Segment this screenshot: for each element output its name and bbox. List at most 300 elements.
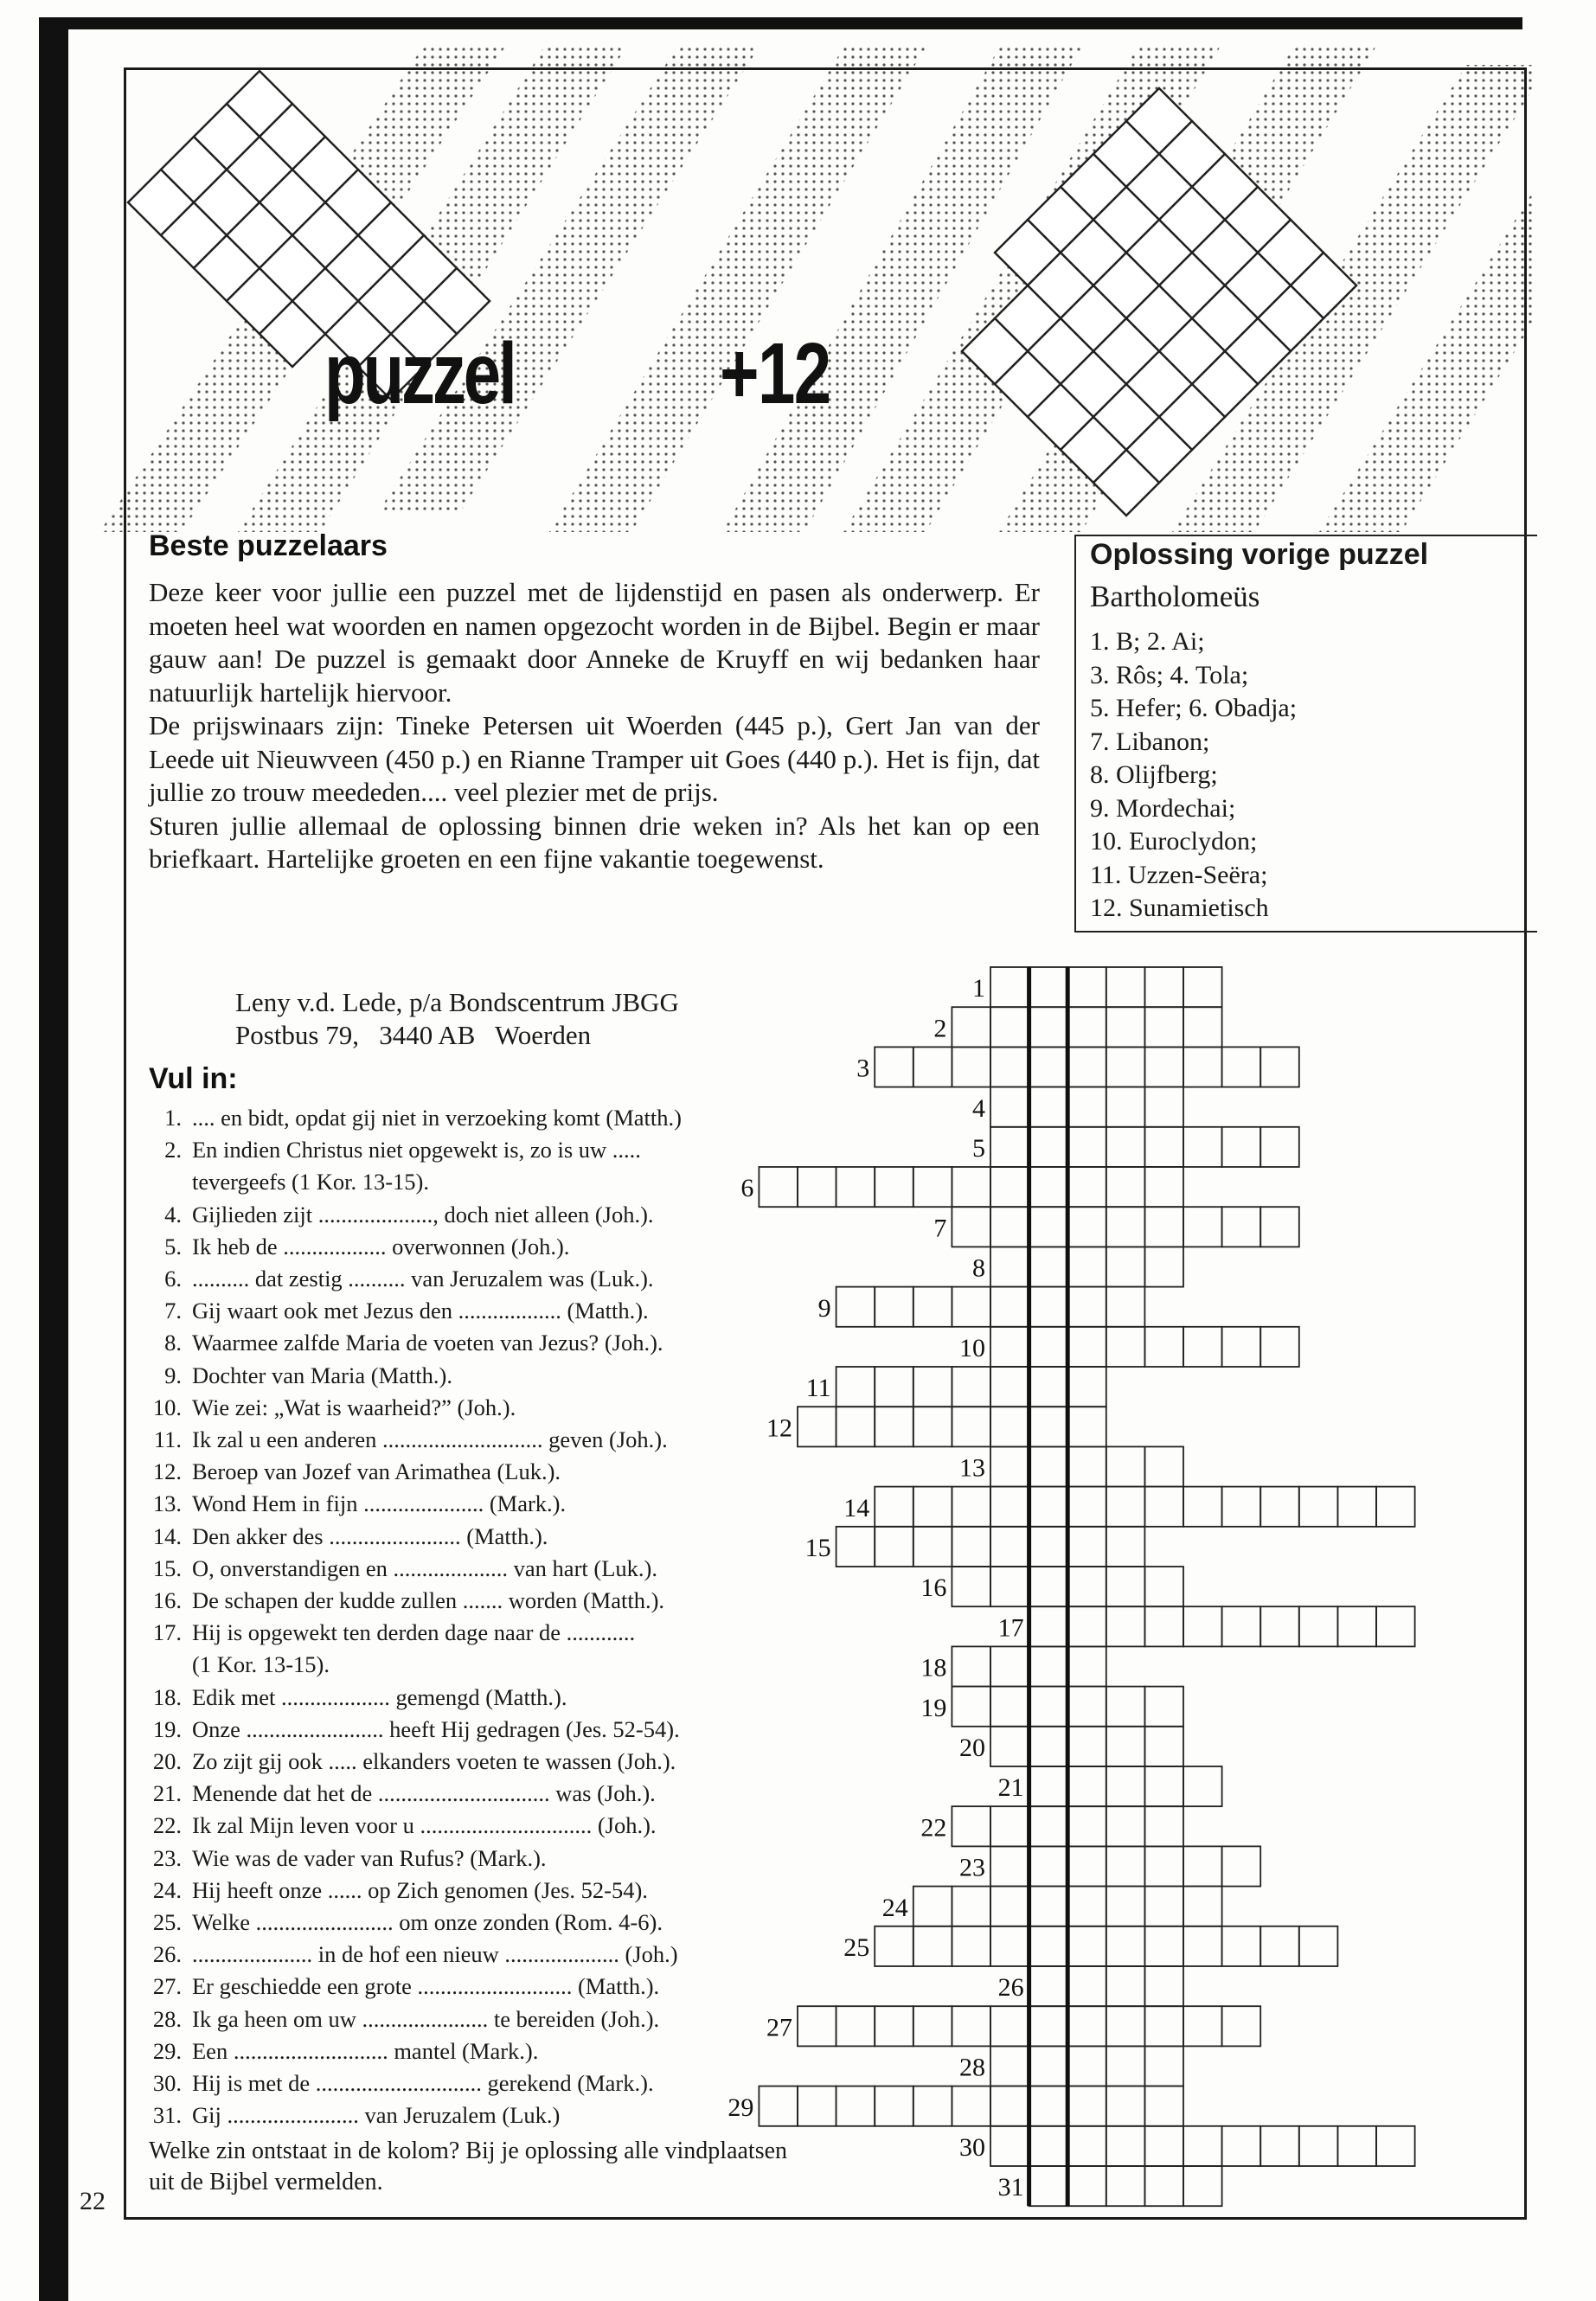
grid-cell[interactable]: [1106, 2166, 1145, 2206]
grid-cell[interactable]: [1183, 1887, 1222, 1926]
address-line-2: Postbus 79, 3440 AB Woerden: [235, 1020, 592, 1050]
grid-cell[interactable]: [952, 1367, 990, 1407]
solution-line: 9. Mordechai;: [1090, 793, 1236, 823]
grid-cell[interactable]: [1260, 2126, 1299, 2166]
grid-cell[interactable]: [1029, 1247, 1068, 1286]
grid-cell[interactable]: [1106, 1567, 1145, 1606]
grid-cell[interactable]: [990, 967, 1029, 1007]
grid-row-number: 11: [805, 1374, 831, 1403]
grid-cell[interactable]: [1144, 1047, 1183, 1086]
grid-cell[interactable]: [1029, 1007, 1068, 1047]
grid-cell[interactable]: [798, 2086, 836, 2126]
grid-cell[interactable]: [1144, 1087, 1183, 1127]
grid-cell[interactable]: [1029, 1367, 1068, 1407]
grid-cell[interactable]: [1029, 2006, 1068, 2046]
grid-cell[interactable]: [1144, 1846, 1183, 1886]
solution-line: 11. Uzzen-Seëra;: [1090, 860, 1268, 889]
grid-cell[interactable]: [1260, 1926, 1299, 1966]
grid-cell[interactable]: [1067, 1207, 1106, 1247]
grid-row: [806, 1367, 1106, 1407]
grid-cell[interactable]: [1106, 1047, 1145, 1086]
grid-cell[interactable]: [1222, 1846, 1261, 1886]
grid-cell[interactable]: [836, 1167, 875, 1207]
clue-text: Wie was de vader van Rufus? (Mark.).: [192, 1844, 547, 1871]
grid-cell[interactable]: [1067, 1327, 1106, 1367]
clue-number: 1.: [164, 1105, 182, 1131]
previous-solution-word: Bartholomeüs: [1090, 580, 1260, 613]
grid-row-number: 16: [920, 1574, 947, 1603]
grid-row: [766, 1407, 1106, 1446]
grid-cell[interactable]: [1106, 2086, 1145, 2126]
grid-cell[interactable]: [1144, 1806, 1183, 1846]
grid-cell[interactable]: [1144, 1247, 1183, 1286]
grid-cell[interactable]: [1067, 2126, 1106, 2166]
grid-cell[interactable]: [1029, 1846, 1068, 1886]
grid-cell[interactable]: [1029, 1646, 1068, 1686]
clue-number: 20.: [152, 1748, 182, 1775]
grid-row-number: 6: [740, 1174, 754, 1203]
grid-cell[interactable]: [1144, 1127, 1183, 1167]
grid-cell[interactable]: [759, 2086, 798, 2126]
grid-cell[interactable]: [875, 1367, 913, 1407]
grid-row: [843, 1926, 1337, 1966]
grid-cell[interactable]: [1106, 1727, 1145, 1766]
grid-cell[interactable]: [952, 1207, 990, 1247]
grid-cell[interactable]: [1029, 1887, 1068, 1926]
grid-cell[interactable]: [952, 1407, 990, 1446]
intro-paragraph: Sturen jullie allemaal de oplossing binnen drie weken in? Als het kan op een briefkaart. Hartelijke groeten en een fijne vakantie toegewenst.: [149, 810, 1040, 874]
grid-cell[interactable]: [1029, 1407, 1068, 1446]
grid-row-number: 21: [997, 1773, 1024, 1803]
grid-cell[interactable]: [836, 1367, 875, 1407]
grid-row: [920, 1687, 1183, 1727]
grid-cell[interactable]: [1067, 2006, 1106, 2046]
grid-cell[interactable]: [1299, 1926, 1338, 1966]
grid-cell[interactable]: [913, 1887, 952, 1926]
grid-cell[interactable]: [1067, 1167, 1106, 1207]
grid-cell[interactable]: [1067, 1446, 1106, 1486]
grid-row: [959, 1727, 1183, 1766]
grid-cell[interactable]: [990, 1167, 1029, 1207]
grid-cell[interactable]: [1222, 1926, 1261, 1966]
grid-cell[interactable]: [836, 1287, 875, 1327]
grid-cell[interactable]: [1183, 2006, 1222, 2046]
grid-cell[interactable]: [1183, 1487, 1222, 1527]
puzzle-title-number: +12: [720, 325, 830, 422]
grid-cell[interactable]: [1144, 1966, 1183, 2006]
address-line-1: Leny v.d. Lede, p/a Bondscentrum JBGG: [235, 987, 679, 1017]
grid-cell[interactable]: [1299, 1487, 1338, 1527]
grid-cell[interactable]: [1106, 2006, 1145, 2046]
grid-cell[interactable]: [875, 1527, 913, 1567]
grid-cell[interactable]: [875, 1407, 913, 1446]
grid-cell[interactable]: [990, 1806, 1029, 1846]
clue-number: 21.: [152, 1780, 182, 1807]
grid-cell[interactable]: [836, 1527, 875, 1567]
grid-cell[interactable]: [952, 1487, 990, 1527]
grid-cell[interactable]: [1029, 1727, 1068, 1766]
grid-cell[interactable]: [990, 1327, 1029, 1367]
grid-cell[interactable]: [1067, 1846, 1106, 1886]
grid-cell[interactable]: [798, 1167, 836, 1207]
grid-cell[interactable]: [1144, 1007, 1183, 1047]
grid-cell[interactable]: [1106, 1127, 1145, 1167]
grid-cell[interactable]: [1029, 2166, 1068, 2206]
grid-cell[interactable]: [1067, 1646, 1106, 1686]
grid-cell[interactable]: [990, 2046, 1029, 2086]
grid-row-number: 25: [843, 1933, 870, 1962]
grid-row-number: 27: [766, 2013, 792, 2042]
grid-cell[interactable]: [913, 1167, 952, 1207]
grid-cell[interactable]: [1183, 1327, 1222, 1367]
grid-cell[interactable]: [913, 2006, 952, 2046]
grid-cell[interactable]: [875, 1487, 913, 1527]
grid-cell[interactable]: [1376, 1487, 1415, 1527]
grid-cell[interactable]: [1222, 1207, 1261, 1247]
grid-cell[interactable]: [1222, 2126, 1261, 2166]
grid-cell[interactable]: [1260, 1047, 1299, 1086]
grid-cell[interactable]: [1067, 1567, 1106, 1606]
grid-cell[interactable]: [1106, 1926, 1145, 1966]
grid-row: [998, 2166, 1222, 2206]
grid-row-number: 19: [920, 1693, 947, 1722]
grid-cell[interactable]: [1106, 1207, 1145, 1247]
grid-cell[interactable]: [1029, 1806, 1068, 1846]
grid-cell[interactable]: [990, 1446, 1029, 1486]
grid-cell[interactable]: [875, 1926, 913, 1966]
grid-row-number: 23: [959, 1853, 985, 1882]
clue-text: Menende dat het de .............................. was (Joh.).: [192, 1780, 656, 1807]
grid-row-number: 30: [959, 2133, 985, 2162]
grid-row-number: 31: [997, 2173, 1024, 2202]
grid-cell[interactable]: [1222, 1327, 1261, 1367]
grid-cell[interactable]: [836, 2006, 875, 2046]
grid-cell[interactable]: [1106, 1806, 1145, 1846]
grid-cell[interactable]: [1106, 2126, 1145, 2166]
grid-cell[interactable]: [990, 1247, 1029, 1286]
grid-cell[interactable]: [1067, 1127, 1106, 1167]
grid-cell[interactable]: [798, 1407, 836, 1446]
grid-cell[interactable]: [1029, 1926, 1068, 1966]
grid-row-number: 12: [766, 1413, 792, 1443]
grid-cell[interactable]: [1260, 1207, 1299, 1247]
grid-cell[interactable]: [1183, 2126, 1222, 2166]
grid-cell[interactable]: [1144, 1567, 1183, 1606]
grid-cell[interactable]: [759, 1167, 798, 1207]
grid-cell[interactable]: [1106, 1887, 1145, 1926]
grid-cell[interactable]: [1260, 1487, 1299, 1527]
grid-cell[interactable]: [1029, 1966, 1068, 2006]
grid-cell[interactable]: [1029, 1487, 1068, 1527]
grid-cell[interactable]: [1144, 2046, 1183, 2086]
grid-cell[interactable]: [952, 1527, 990, 1567]
grid-cell[interactable]: [1337, 1606, 1376, 1646]
grid-cell[interactable]: [990, 1407, 1029, 1446]
clue-text: Welke ........................ om onze zonden (Rom. 4-6).: [192, 1909, 663, 1936]
grid-row-number: 8: [972, 1253, 985, 1283]
grid-cell[interactable]: [990, 1087, 1029, 1127]
grid-cell[interactable]: [1106, 1446, 1145, 1486]
grid-cell[interactable]: [1067, 1407, 1106, 1446]
grid-row-number: 9: [817, 1293, 831, 1323]
grid-cell[interactable]: [1144, 967, 1183, 1007]
grid-cell[interactable]: [1222, 1127, 1261, 1167]
grid-cell[interactable]: [1144, 1606, 1183, 1646]
grid-cell[interactable]: [1067, 1926, 1106, 1966]
grid-cell[interactable]: [1222, 1606, 1261, 1646]
grid-cell[interactable]: [1183, 1606, 1222, 1646]
grid-cell[interactable]: [1067, 1367, 1106, 1407]
grid-cell[interactable]: [1106, 1087, 1145, 1127]
grid-cell[interactable]: [952, 1007, 990, 1047]
clue-number: 2.: [164, 1137, 182, 1163]
clue-text: Ik ga heen om uw ...................... te bereiden (Joh.).: [192, 2005, 660, 2032]
grid-cell[interactable]: [1029, 1606, 1068, 1646]
grid-cell[interactable]: [1260, 1127, 1299, 1167]
grid-row-number: 29: [727, 2093, 754, 2122]
grid-cell[interactable]: [1106, 1247, 1145, 1286]
clue-number: 25.: [152, 1909, 182, 1936]
grid-cell[interactable]: [990, 1487, 1029, 1527]
grid-cell[interactable]: [1029, 1446, 1068, 1486]
grid-cell[interactable]: [836, 2086, 875, 2126]
grid-cell[interactable]: [952, 2006, 990, 2046]
grid-cell[interactable]: [913, 1926, 952, 1966]
grid-cell[interactable]: [1029, 1687, 1068, 1727]
grid-cell[interactable]: [913, 1367, 952, 1407]
grid-cell[interactable]: [1144, 2126, 1183, 2166]
grid-cell[interactable]: [1067, 1487, 1106, 1527]
grid-cell[interactable]: [990, 1567, 1029, 1606]
grid-cell[interactable]: [1067, 1766, 1106, 1806]
grid-cell[interactable]: [1029, 1567, 1068, 1606]
clue-number: 14.: [152, 1522, 182, 1549]
clue-text: Waarmee zalfde Maria de voeten van Jezus? (Joh.).: [192, 1330, 663, 1356]
grid-cell[interactable]: [952, 1887, 990, 1926]
grid-cell[interactable]: [1144, 1207, 1183, 1247]
grid-cell[interactable]: [952, 1047, 990, 1086]
grid-cell[interactable]: [1067, 1047, 1106, 1086]
grid-cell[interactable]: [1029, 1087, 1068, 1127]
grid-cell[interactable]: [952, 1567, 990, 1606]
grid-cell[interactable]: [1029, 1047, 1068, 1086]
grid-cell[interactable]: [1144, 1887, 1183, 1926]
grid-cell[interactable]: [952, 1806, 990, 1846]
grid-cell[interactable]: [1029, 1327, 1068, 1367]
clue-text: Ik zal u een anderen ............................ geven (Joh.).: [192, 1426, 668, 1453]
grid-cell[interactable]: [1299, 1606, 1338, 1646]
grid-cell[interactable]: [1144, 1727, 1183, 1766]
grid-cell[interactable]: [990, 1127, 1029, 1167]
clue-number: 5.: [164, 1233, 182, 1259]
grid-cell[interactable]: [1029, 1766, 1068, 1806]
grid-cell[interactable]: [836, 1407, 875, 1446]
grid-cell[interactable]: [1144, 2086, 1183, 2126]
grid-cell[interactable]: [952, 1646, 990, 1686]
clue-text: Edik met ................... gemengd (Matth.).: [192, 1683, 567, 1710]
grid-cell[interactable]: [798, 2006, 836, 2046]
grid-cell[interactable]: [875, 2006, 913, 2046]
grid-cell[interactable]: [1067, 967, 1106, 1007]
grid-cell[interactable]: [1376, 2126, 1415, 2166]
grid-cell[interactable]: [990, 1527, 1029, 1567]
grid-cell[interactable]: [1144, 1487, 1183, 1527]
grid-row: [972, 1247, 1183, 1286]
grid-cell[interactable]: [1029, 967, 1068, 1007]
grid-cell[interactable]: [1183, 1846, 1222, 1886]
grid-cell[interactable]: [1067, 1527, 1106, 1567]
grid-cell[interactable]: [1144, 1446, 1183, 1486]
grid-cell[interactable]: [1106, 1966, 1145, 2006]
grid-cell[interactable]: [1067, 2046, 1106, 2086]
grid-cell[interactable]: [1106, 1327, 1145, 1367]
grid-cell[interactable]: [1144, 2166, 1183, 2206]
grid-cell[interactable]: [1106, 1766, 1145, 1806]
grid-cell[interactable]: [1222, 1487, 1261, 1527]
grid-cell[interactable]: [990, 2126, 1029, 2166]
clue-number: 7.: [164, 1298, 182, 1324]
grid-cell[interactable]: [1029, 1127, 1068, 1167]
grid-cell[interactable]: [1067, 2166, 1106, 2206]
clue-text: De schapen der kudde zullen ....... worden (Matth.).: [192, 1587, 665, 1614]
grid-cell[interactable]: [1067, 1247, 1106, 1286]
grid-cell[interactable]: [990, 1007, 1029, 1047]
grid-cell[interactable]: [1183, 2166, 1222, 2206]
grid-cell[interactable]: [1144, 1687, 1183, 1727]
grid-cell[interactable]: [990, 1727, 1029, 1766]
grid-cell[interactable]: [1106, 1846, 1145, 1886]
grid-cell[interactable]: [1067, 1887, 1106, 1926]
grid-cell[interactable]: [913, 1287, 952, 1327]
grid-cell[interactable]: [1029, 2046, 1068, 2086]
grid-cell[interactable]: [1183, 1127, 1222, 1167]
grid-cell[interactable]: [1144, 1327, 1183, 1367]
grid-cell[interactable]: [990, 1646, 1029, 1686]
grid-cell[interactable]: [1106, 1527, 1145, 1567]
grid-cell[interactable]: [1260, 1327, 1299, 1367]
grid-cell[interactable]: [1183, 1766, 1222, 1806]
grid-cell[interactable]: [1222, 1047, 1261, 1086]
grid-cell[interactable]: [1029, 2086, 1068, 2126]
grid-row: [959, 1846, 1260, 1886]
grid-cell[interactable]: [1337, 2126, 1376, 2166]
grid-cell[interactable]: [913, 1527, 952, 1567]
grid-cell[interactable]: [990, 1287, 1029, 1327]
grid-cell[interactable]: [913, 2086, 952, 2126]
grid-cell[interactable]: [1222, 2006, 1261, 2046]
clue-text: Hij is opgewekt ten derden dage naar de ............: [192, 1619, 636, 1646]
grid-cell[interactable]: [875, 1287, 913, 1327]
grid-cell[interactable]: [1029, 1207, 1068, 1247]
grid-cell[interactable]: [1106, 1007, 1145, 1047]
clue-number: 31.: [152, 2102, 182, 2129]
grid-cell[interactable]: [1067, 1687, 1106, 1727]
grid-cell[interactable]: [913, 1047, 952, 1086]
grid-cell[interactable]: [990, 1367, 1029, 1407]
grid-cell[interactable]: [1106, 1687, 1145, 1727]
grid-cell[interactable]: [1106, 1287, 1145, 1327]
grid-cell[interactable]: [952, 1687, 990, 1727]
grid-cell[interactable]: [1029, 1167, 1068, 1207]
grid-cell[interactable]: [1144, 1926, 1183, 1966]
grid-cell[interactable]: [1067, 1287, 1106, 1327]
grid-cell[interactable]: [1106, 1487, 1145, 1527]
grid-cell[interactable]: [1029, 1287, 1068, 1327]
clue-text: Hij heeft onze ...... op Zich genomen (Jes. 52-54).: [192, 1876, 648, 1903]
grid-row-number: 7: [933, 1214, 947, 1243]
grid-cell[interactable]: [1183, 967, 1222, 1007]
grid-cell[interactable]: [990, 1047, 1029, 1086]
grid-row: [766, 2006, 1260, 2046]
grid-row-number: 4: [972, 1093, 985, 1123]
grid-cell[interactable]: [1144, 2006, 1183, 2046]
grid-row-number: 2: [933, 1014, 947, 1043]
grid-cell[interactable]: [1067, 1727, 1106, 1766]
grid-cell[interactable]: [1299, 2126, 1338, 2166]
grid-cell[interactable]: [913, 1487, 952, 1527]
grid-cell[interactable]: [1067, 1087, 1106, 1127]
grid-cell[interactable]: [1183, 1926, 1222, 1966]
grid-cell[interactable]: [1106, 1167, 1145, 1207]
grid-cell[interactable]: [990, 2086, 1029, 2126]
grid-cell[interactable]: [1067, 1606, 1106, 1646]
grid-cell[interactable]: [1183, 1007, 1222, 1047]
grid-cell[interactable]: [990, 1687, 1029, 1727]
grid-row-number: 14: [843, 1493, 870, 1522]
grid-cell[interactable]: [952, 1287, 990, 1327]
grid-cell[interactable]: [1106, 967, 1145, 1007]
grid-cell[interactable]: [952, 1167, 990, 1207]
clue-text: .......... dat zestig .......... van Jeruzalem was (Luk.).: [192, 1266, 654, 1292]
clue-number: 30.: [152, 2070, 182, 2097]
clue-text: Dochter van Maria (Matth.).: [192, 1362, 452, 1388]
grid-cell[interactable]: [1067, 1806, 1106, 1846]
grid-cell[interactable]: [1376, 1606, 1415, 1646]
grid-row-number: 17: [997, 1613, 1024, 1643]
grid-cell[interactable]: [952, 1926, 990, 1966]
clue-text: Ik heb de .................. overwonnen (Joh.).: [192, 1233, 570, 1259]
grid-cell[interactable]: [990, 2006, 1029, 2046]
grid-row-number: 28: [959, 2053, 985, 2082]
grid-cell[interactable]: [1337, 1487, 1376, 1527]
grid-cell[interactable]: [1067, 1966, 1106, 2006]
grid-cell[interactable]: [1106, 1606, 1145, 1646]
grid-cell[interactable]: [875, 2086, 913, 2126]
grid-cell[interactable]: [990, 1846, 1029, 1886]
grid-cell[interactable]: [1067, 1007, 1106, 1047]
grid-cell[interactable]: [1183, 1207, 1222, 1247]
grid-cell[interactable]: [952, 2086, 990, 2126]
grid-cell[interactable]: [1029, 1527, 1068, 1567]
clue-text: Gij waart ook met Jezus den .................. (Matth.).: [192, 1298, 649, 1324]
grid-cell[interactable]: [1144, 1167, 1183, 1207]
grid-cell[interactable]: [875, 1047, 913, 1086]
grid-cell[interactable]: [990, 1207, 1029, 1247]
grid-cell[interactable]: [913, 1407, 952, 1446]
grid-cell[interactable]: [1029, 2126, 1068, 2166]
grid-cell[interactable]: [1260, 1606, 1299, 1646]
grid-cell[interactable]: [1106, 2046, 1145, 2086]
grid-cell[interactable]: [1067, 2086, 1106, 2126]
grid-cell[interactable]: [1183, 1047, 1222, 1086]
clue-number: 6.: [164, 1266, 182, 1292]
grid-cell[interactable]: [875, 1167, 913, 1207]
grid-cell[interactable]: [990, 1887, 1029, 1926]
grid-row: [933, 1007, 1221, 1047]
grid-cell[interactable]: [1144, 1766, 1183, 1806]
grid-cell[interactable]: [990, 1926, 1029, 1966]
clue-text: En indien Christus niet opgewekt is, zo is uw .....: [192, 1137, 641, 1163]
